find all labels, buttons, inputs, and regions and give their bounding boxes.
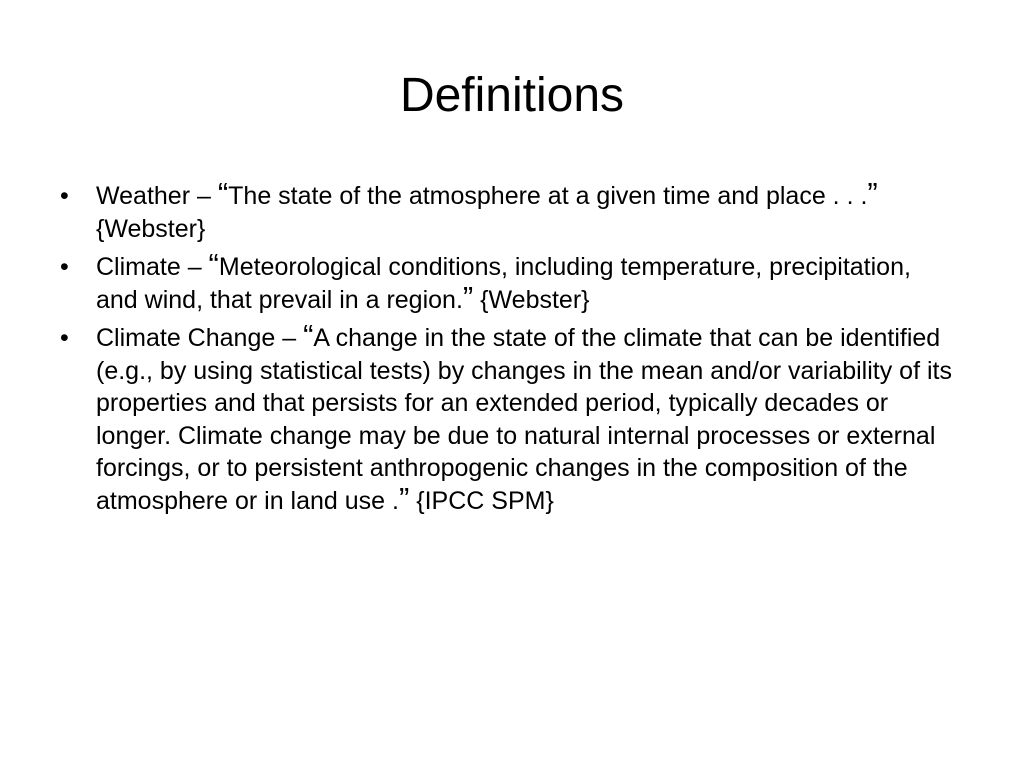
bullet-source: {Webster}: [473, 285, 590, 314]
open-quote: “: [303, 318, 314, 353]
bullet-definition: Meteorological conditions, including temperature, precipitation, and wind, that prevail in a region.: [96, 253, 911, 314]
bullet-definition: The state of the atmosphere at a given time and place . . .: [228, 182, 868, 210]
bullet-dash: –: [275, 324, 304, 352]
bullet-dash: –: [190, 182, 218, 210]
bullet-item-climate: [56, 247, 956, 316]
close-quote: ”: [462, 279, 474, 315]
bullet-item-weather: [56, 176, 956, 245]
open-quote: “: [208, 247, 219, 282]
close-quote: ”: [398, 480, 410, 516]
bullet-icon: •: [60, 324, 69, 352]
bullet-term: Climate Change: [96, 324, 276, 352]
close-quote: ”: [867, 176, 878, 211]
bullet-dash: –: [180, 253, 209, 281]
bullet-term: Climate: [96, 253, 181, 281]
bullet-source: {Webster}: [96, 214, 206, 243]
bullet-item-climate-change: [56, 318, 956, 517]
bullet-definition: A change in the state of the climate that can be identified (e.g., by using statistical tests) by changes in the mean and/or variability of its properties and that persists for an extended period, typically decades or longer. Climate change may be due to natural internal processes or external forcings, or to persistent anthropogenic changes in the composition of the atmosphere or in land use .: [96, 324, 952, 515]
bullet-list: [56, 176, 956, 523]
slide-title: Definitions: [399, 69, 625, 122]
bullet-source: {IPCC SPM}: [409, 486, 554, 515]
bullet-term: Weather: [96, 182, 191, 210]
bullet-icon: •: [60, 253, 69, 281]
open-quote: “: [217, 176, 229, 211]
bullet-icon: •: [60, 182, 69, 210]
